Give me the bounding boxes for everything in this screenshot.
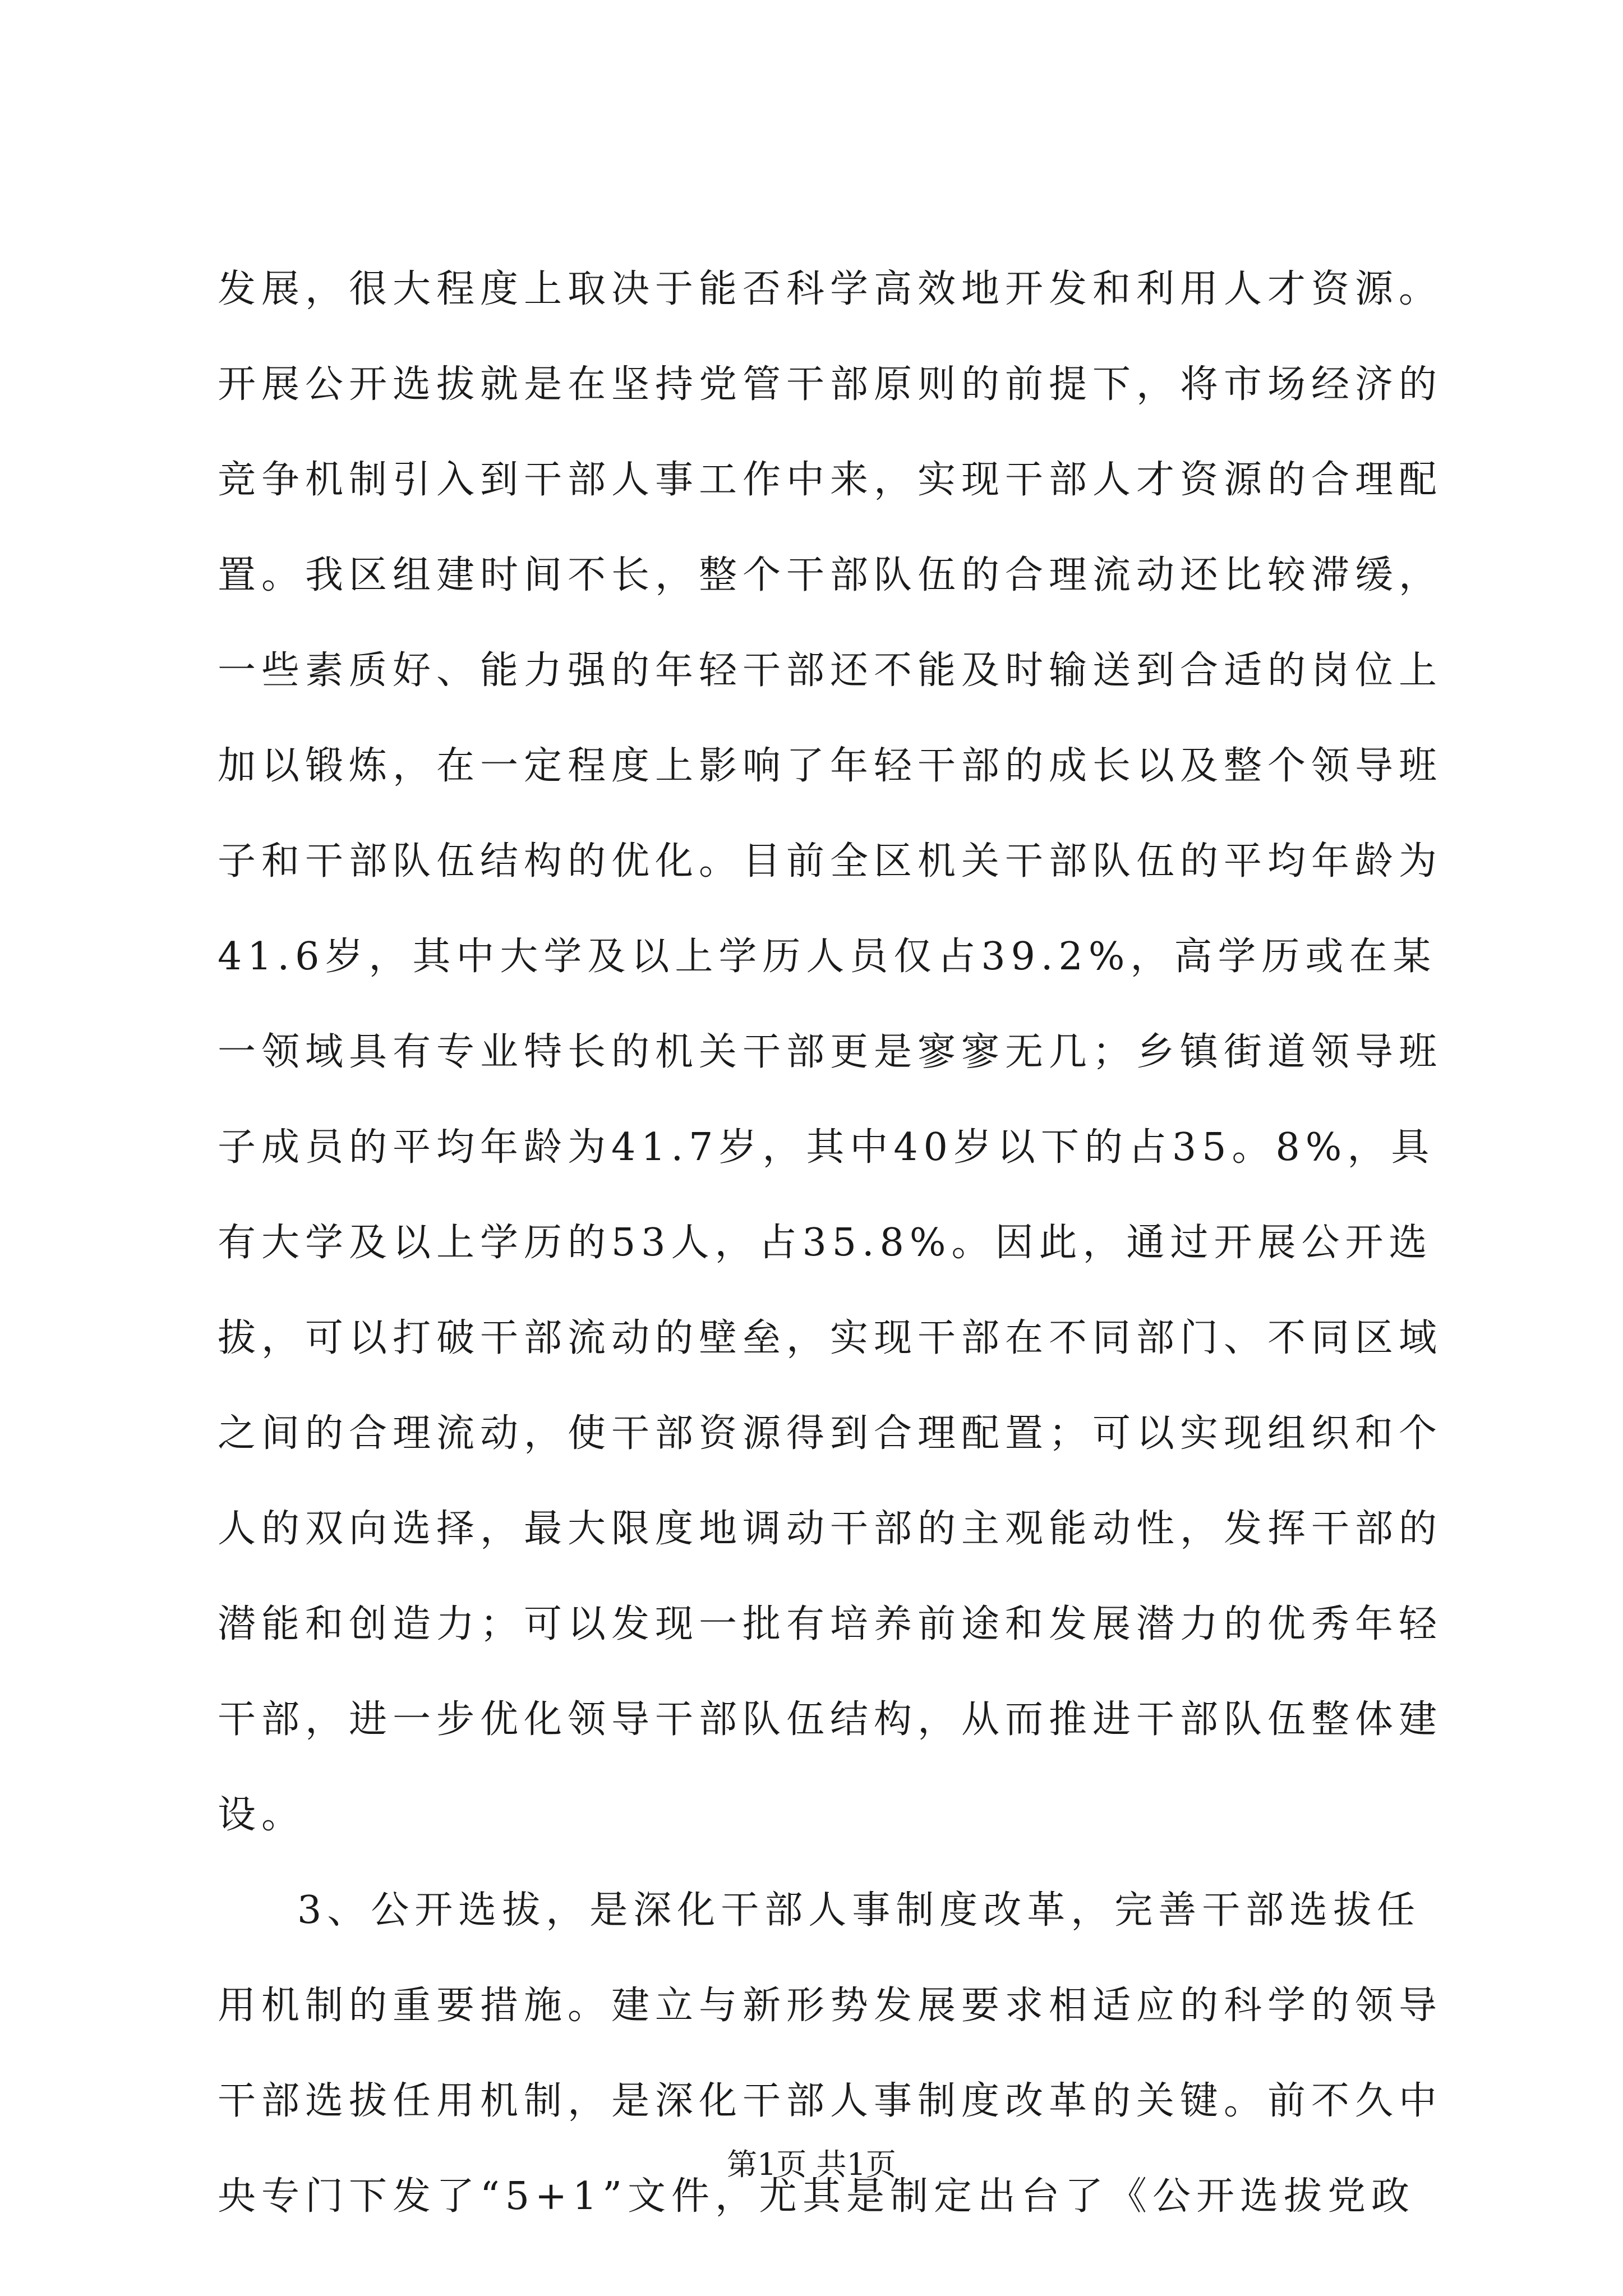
text-line-4: 置。我区组建时间不长，整个干部队伍的合理流动还比较滞缓， bbox=[218, 553, 1443, 597]
text-line-16: 干部，进一步优化领导干部队伍结构，从而推进干部队伍整体建 bbox=[218, 1697, 1443, 1742]
text-line-21: 央专门下发了“5+1”文件，尤其是制定出台了《公开选拔党政 bbox=[218, 2174, 1415, 2219]
text-line-19: 用机制的重要措施。建立与新形势发展要求相适应的科学的领导 bbox=[218, 1984, 1443, 2028]
text-line-5: 一些素质好、能力强的年轻干部还不能及时输送到合适的岗位上 bbox=[218, 648, 1443, 693]
text-line-2: 开展公开选拔就是在坚持党管干部原则的前提下，将市场经济的 bbox=[218, 362, 1443, 407]
text-line-14: 人的双向选择，最大限度地调动干部的主观能动性，发挥干部的 bbox=[218, 1507, 1443, 1551]
text-line-20: 干部选拔任用机制，是深化干部人事制度改革的关键。前不久中 bbox=[218, 2079, 1443, 2123]
text-line-17: 设。 bbox=[218, 1793, 306, 1837]
text-line-10: 子成员的平均年龄为41.7岁，其中40岁以下的占35。8%，具 bbox=[218, 1125, 1435, 1170]
text-line-7: 子和干部队伍结构的优化。目前全区机关干部队伍的平均年龄为 bbox=[218, 839, 1443, 884]
text-line-15: 潜能和创造力；可以发现一批有培养前途和发展潜力的优秀年轻 bbox=[218, 1602, 1443, 1646]
text-line-1: 发展，很大程度上取决于能否科学高效地开发和利用人才资源。 bbox=[218, 267, 1443, 311]
text-line-3: 竞争机制引入到干部人事工作中来，实现干部人才资源的合理配 bbox=[218, 458, 1443, 502]
text-line-9: 一领域具有专业特长的机关干部更是寥寥无几；乡镇街道领导班 bbox=[218, 1030, 1443, 1074]
text-line-8: 41.6岁，其中大学及以上学历人员仅占39.2%，高学历或在某 bbox=[218, 935, 1437, 979]
text-line-6: 加以锻炼，在一定程度上影响了年轻干部的成长以及整个领导班 bbox=[218, 744, 1443, 788]
text-line-12: 拔，可以打破干部流动的壁垒，实现干部在不同部门、不同区域 bbox=[218, 1316, 1443, 1360]
page-footer: 第1页 共1页 bbox=[727, 2147, 896, 2182]
text-line-13: 之间的合理流动，使干部资源得到合理配置；可以实现组织和个 bbox=[218, 1411, 1443, 1456]
paragraph-3-first-line: 3、公开选拔，是深化干部人事制度改革，完善干部选拔任 bbox=[297, 1888, 1421, 1932]
text-line-11: 有大学及以上学历的53人，占35.8%。因此，通过开展公开选 bbox=[218, 1221, 1433, 1265]
